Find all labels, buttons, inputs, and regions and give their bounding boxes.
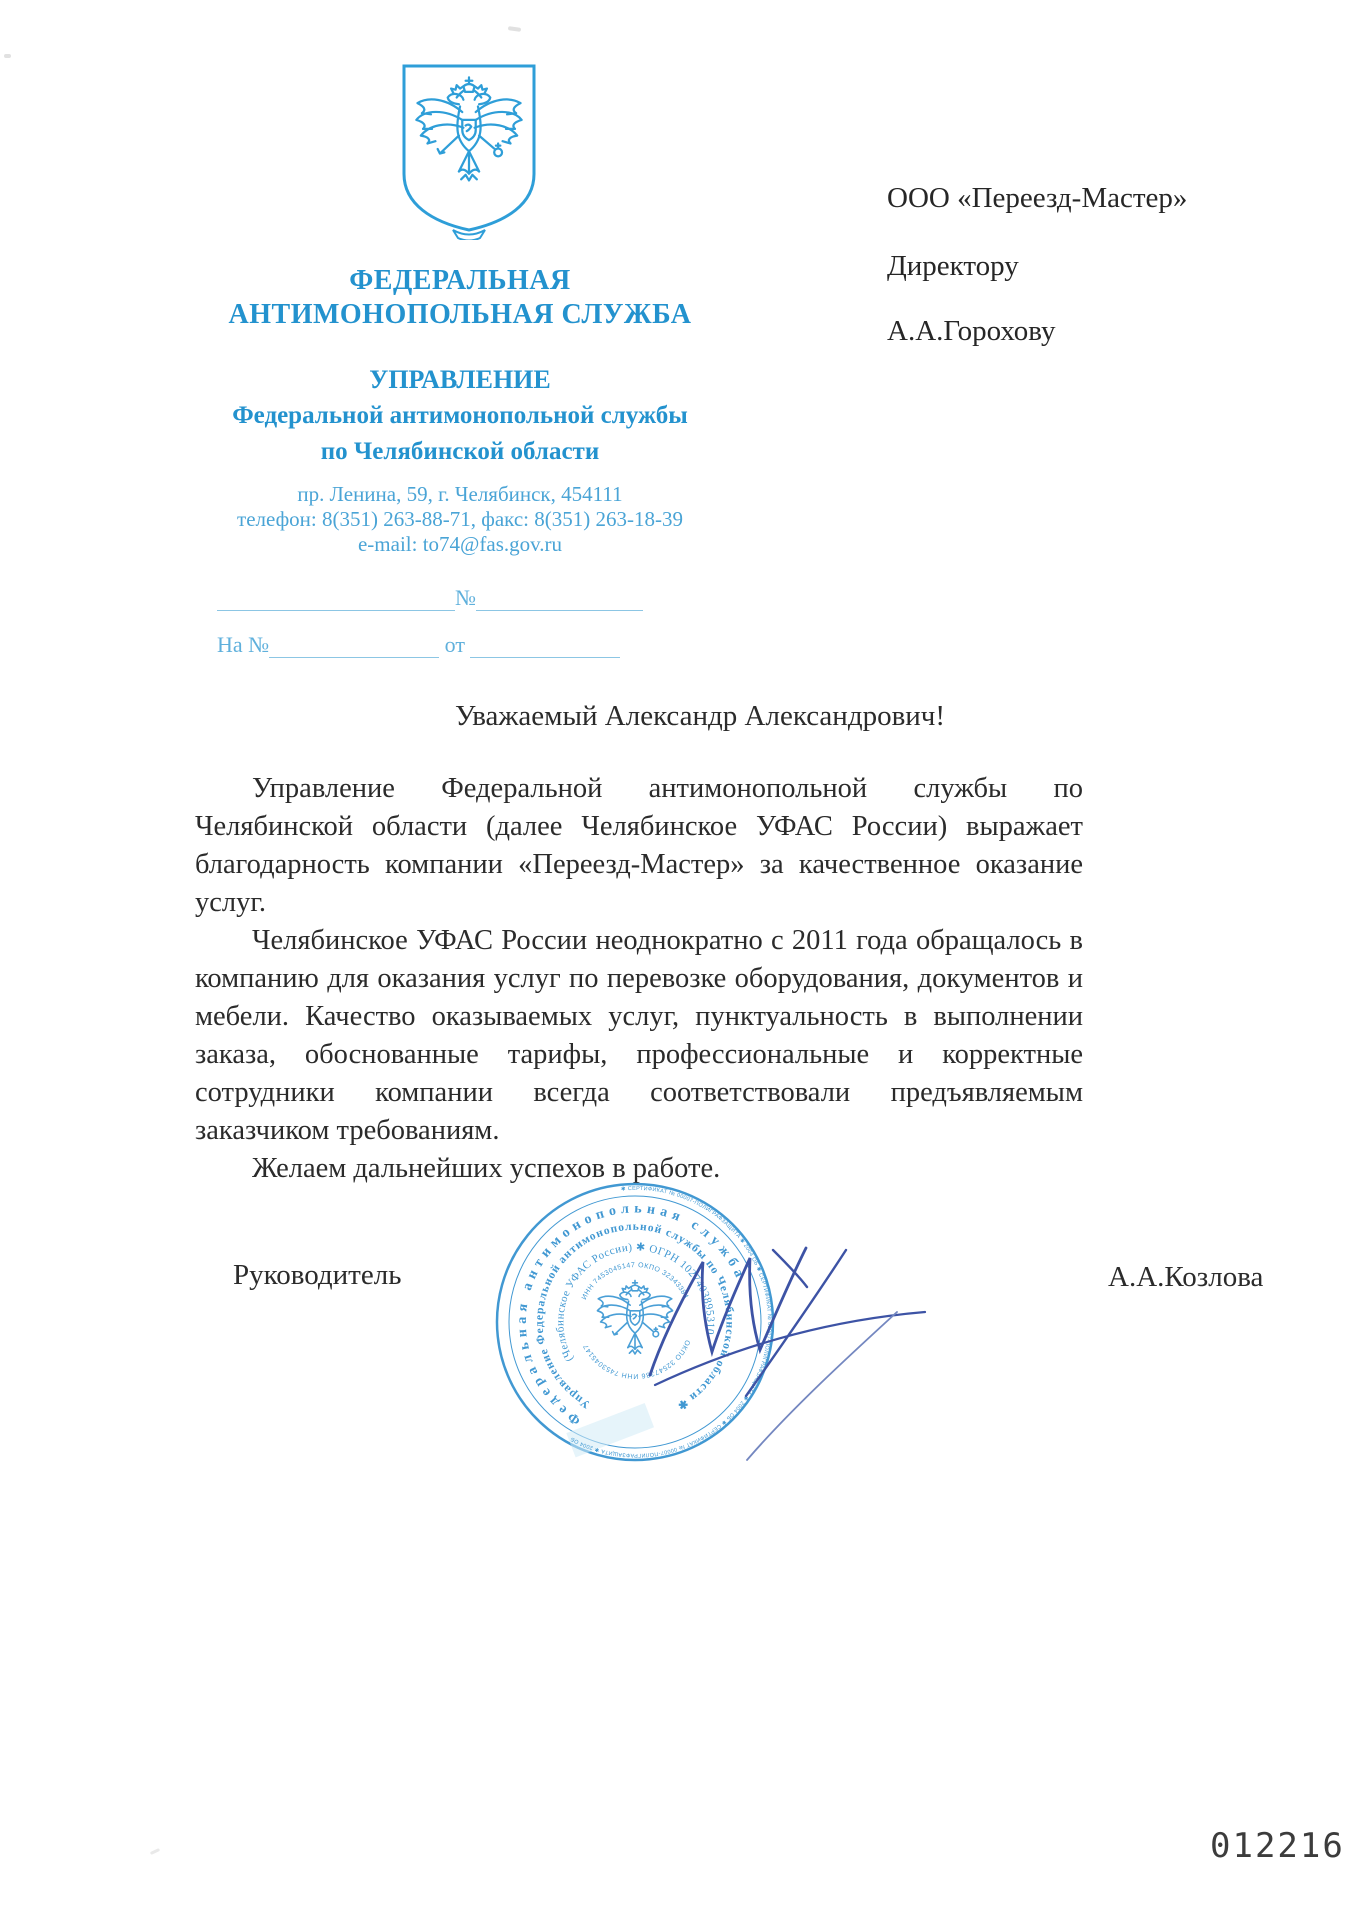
signer-name: А.А.Козлова: [1108, 1261, 1264, 1293]
salutation: Уважаемый Александр Александрович!: [454, 700, 946, 732]
number-sign: №: [455, 585, 476, 610]
office-title-line1: УПРАВЛЕНИЕ: [369, 365, 551, 394]
phone-fax-line: телефон: 8(351) 263-88-71, факс: 8(351) 263-18-39: [237, 507, 683, 531]
email-line: e-mail: to74@fas.gov.ru: [357, 532, 562, 556]
from-label: от: [444, 632, 465, 657]
agency-title: [180, 264, 740, 332]
address-line: пр. Ленина, 59, г. Челябинск, 454111: [297, 482, 623, 506]
incoming-number-blank: [269, 635, 439, 658]
signer-title: Руководитель: [233, 1259, 402, 1291]
stamp-middle-ring-text: Управление Федеральной антимонопольной службы по Челябинской области ✱: [533, 1220, 736, 1412]
on-number-label: На №: [217, 632, 270, 657]
agency-title-line1: ФЕДЕРАЛЬНАЯ: [349, 265, 571, 296]
office-title-line3: по Челябинской области: [320, 438, 600, 465]
scan-artifact: [508, 26, 521, 32]
stamp-microtext-ring: ✱ СЕРТИФИКАТ № 00007-ПОЛИГРАФЗАЩИТА ✱ 2004 ОБ ✱ СЕРТИФИКАТ № 00007-ПОЛИГРАФЗАЩИТА ✱ 2004 ОБ ✱ СЕРТИФИКАТ № 00007-ПОЛИГРАФЗАЩИТА ✱ 2004 ОБ: [569, 1185, 772, 1458]
outgoing-number-line: [217, 585, 643, 611]
paragraph-3: Желаем дальнейших успехов в работе.: [252, 1153, 721, 1184]
office-title-line2: Федеральной антимонопольной службы: [232, 402, 688, 429]
recipient-position: Директору: [887, 250, 1019, 282]
incoming-number-line: [217, 632, 620, 658]
stamp-inn-okpo-top: ИНН 7453045147 ОКПО 32343384: [581, 1262, 690, 1301]
coat-of-arms-emblem: [393, 58, 545, 240]
office-title: [180, 362, 740, 470]
document-serial-number: 012216: [1210, 1826, 1345, 1866]
recipient-company: ООО «Переезд-Мастер»: [887, 182, 1188, 214]
scan-artifact: [4, 54, 11, 58]
recipient-person: А.А.Горохову: [887, 315, 1056, 347]
stamp-inner-ring-text: (Челябинское УФАС России) ✱ ОГРН 1027403895310: [554, 1241, 717, 1364]
outgoing-number-blank: [476, 588, 643, 611]
handwritten-signature: [560, 1140, 960, 1470]
paragraph-2: Челябинское УФАС России неоднократно с 2011 года обращалось в компанию для оказания услуг по перевозке оборудования, документов и мебели. Качество оказываемых услуг, пунктуальность в выполнении заказа, обоснованные тарифы, профессиональные и корректные сотрудники компании всегда соответствовали предъявляемым заказчиком требованиям.: [195, 925, 1083, 1146]
scan-artifact: [150, 1848, 160, 1855]
agency-title-line2: АНТИМОНОПОЛЬНАЯ СЛУЖБА: [228, 299, 692, 330]
incoming-date-blank: [470, 635, 620, 658]
stamp-inn-okpo-bottom: ОКПО 32547386 ИНН 7453045147: [582, 1338, 691, 1380]
contact-block: [180, 482, 740, 557]
letter-body: [195, 770, 1083, 1188]
outgoing-date-blank: [217, 588, 455, 611]
paragraph-1: Управление Федеральной антимонопольной службы по Челябинской области (далее Челябинское УФАС России) выражает благодарность компании «Переезд-Мастер» за качественное оказание услуг.: [195, 773, 1083, 918]
stamp-outer-ring-text: Федеральная антимонопольная служба: [514, 1201, 749, 1428]
